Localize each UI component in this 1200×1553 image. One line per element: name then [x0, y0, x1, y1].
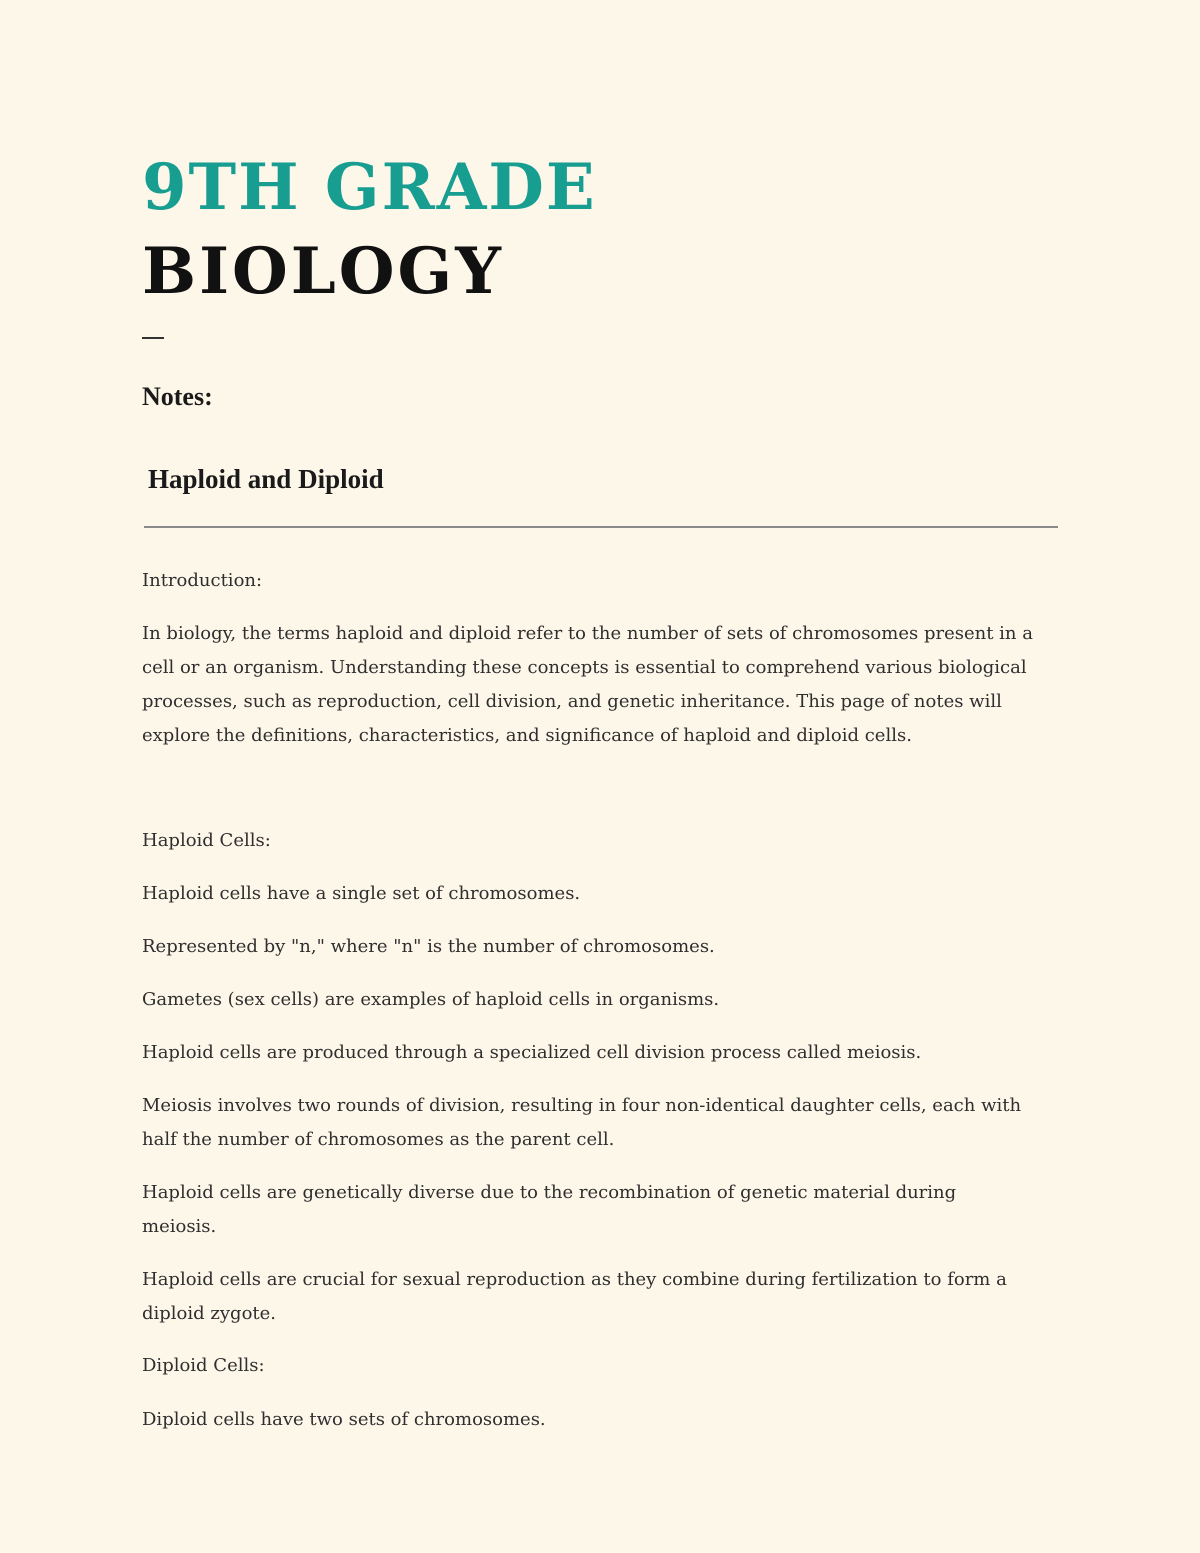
diploid-heading: Diploid Cells: [142, 1355, 265, 1376]
haploid-heading: Haploid Cells: [142, 830, 271, 851]
diploid-point: Diploid cells have two sets of chromosomes. [142, 1409, 546, 1430]
title-subject: BIOLOGY [142, 234, 504, 309]
notes-label: Notes: [142, 382, 213, 411]
haploid-point: Meiosis involves two rounds of division, resulting in four non-identical daughter cells, each with half the number of chromosomes as the parent cell. [142, 1095, 1022, 1150]
haploid-point: Haploid cells have a single set of chromosomes. [142, 883, 581, 904]
section-title: Haploid and Diploid [148, 464, 384, 494]
introduction-paragraph: In biology, the terms haploid and diploid refer to the number of sets of chromosomes present in a cell or an organism. Understanding these concepts is essential to comprehend various biological processes, such as reproduction, cell division, and genetic inheritance. This page of notes will explore the definitions, characteristics, and significance of haploid and diploid cells. [142, 623, 1033, 746]
section-rule-divider [144, 526, 1058, 528]
haploid-point: Gametes (sex cells) are examples of haploid cells in organisms. [142, 989, 720, 1010]
haploid-point: Haploid cells are produced through a specialized cell division process called meiosis. [142, 1042, 922, 1063]
introduction-heading: Introduction: [142, 570, 263, 591]
haploid-point: Haploid cells are crucial for sexual reproduction as they combine during fertilization to form a diploid zygote. [142, 1269, 1007, 1324]
title-grade: 9TH GRADE [142, 150, 597, 225]
title-dash-divider [142, 337, 164, 339]
haploid-point: Represented by "n," where "n" is the number of chromosomes. [142, 936, 715, 957]
haploid-point: Haploid cells are genetically diverse due to the recombination of genetic material during meiosis. [142, 1182, 957, 1237]
